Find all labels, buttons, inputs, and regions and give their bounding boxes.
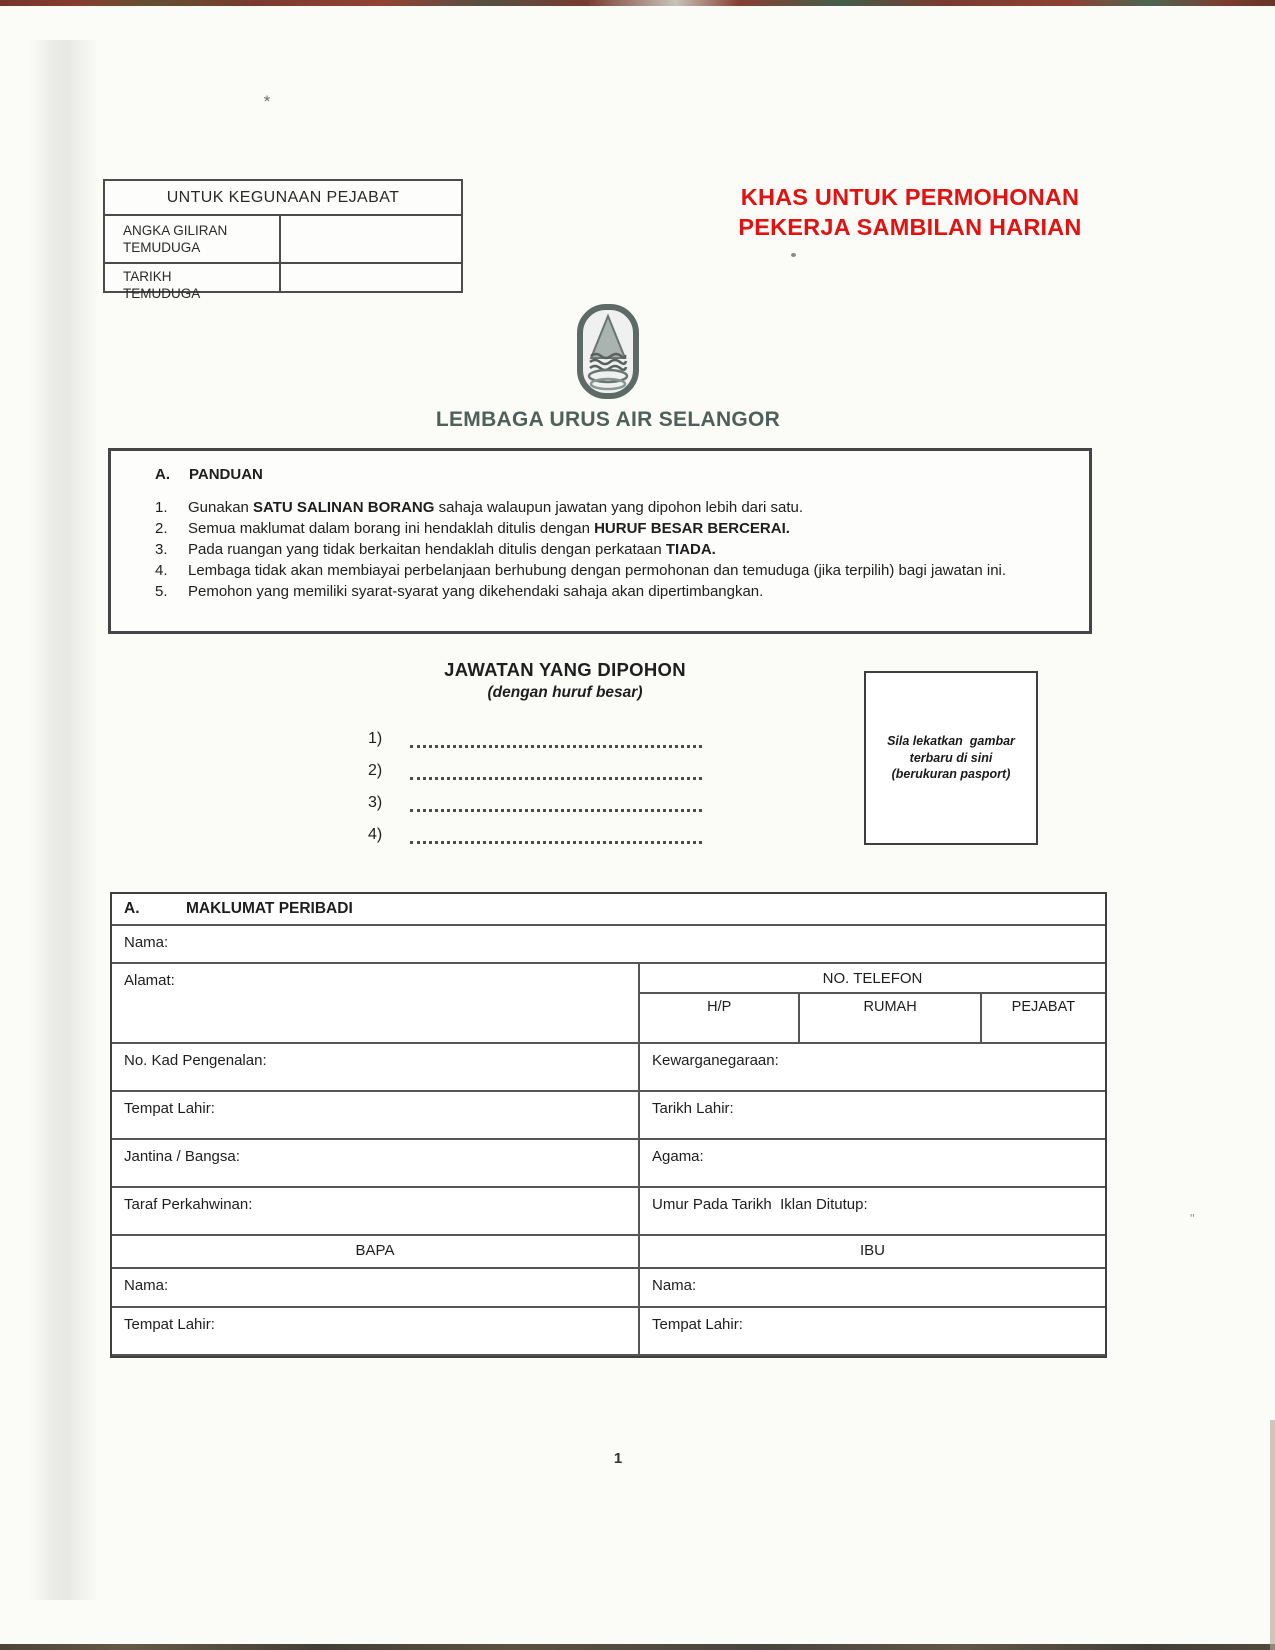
- guideline-item: [111, 518, 1089, 539]
- table-section-letter: A.: [124, 900, 140, 917]
- guideline-text-segment: Gunakan: [188, 499, 254, 516]
- office-use-title: UNTUK KEGUNAAN PEJABAT: [105, 181, 461, 216]
- scan-edge-right: [1270, 1420, 1275, 1650]
- field-label-left: Taraf Perkahwinan:: [112, 1188, 640, 1234]
- table-row-nama: [112, 926, 1105, 964]
- guideline-text-segment: Semua maklumat dalam borang ini hendaklah ditulis dengan: [188, 520, 595, 537]
- passport-photo-box: [864, 671, 1038, 845]
- table-row: [112, 1140, 1105, 1188]
- guideline-text: [188, 560, 1050, 581]
- column-header-bapa: BAPA: [112, 1236, 640, 1267]
- guideline-item: [111, 497, 1089, 518]
- table-row-alamat-telefon: [112, 964, 1105, 1044]
- field-label-left: No. Kad Pengenalan:: [112, 1044, 640, 1090]
- guideline-text: [188, 518, 1050, 539]
- phone-column-hp: H/P: [640, 994, 800, 1042]
- field-label-right: Kewarganegaraan:: [652, 1052, 779, 1069]
- guidelines-section-title: PANDUAN: [189, 466, 263, 483]
- office-use-row: [105, 264, 461, 301]
- phone-subtable: [640, 964, 1105, 1042]
- guideline-item: [111, 539, 1089, 560]
- organization-name: LEMBAGA URUS AIR SELANGOR: [435, 408, 781, 431]
- guideline-text: [188, 497, 1050, 518]
- field-label-right: Nama:: [652, 1277, 697, 1294]
- dotted-answer-line: [410, 819, 702, 844]
- guideline-item: [111, 560, 1089, 581]
- photo-instruction-line: (berukuran pasport): [891, 767, 1011, 782]
- position-lines: [368, 716, 702, 844]
- position-line: [368, 780, 702, 812]
- position-line-number: 4): [368, 826, 383, 843]
- phone-header: NO. TELEFON: [640, 964, 1105, 994]
- position-line-number: 3): [368, 794, 383, 811]
- guideline-text-segment: Pemohon yang memiliki syarat-syarat yang dikehendaki sahaja akan dipertimbangkan.: [188, 583, 764, 600]
- phone-column-pejabat: PEJABAT: [1011, 999, 1076, 1015]
- dotted-answer-line: [410, 787, 702, 812]
- table-row: [112, 1188, 1105, 1236]
- field-label-left: Nama:: [112, 1269, 640, 1306]
- table-section-header: [112, 894, 1105, 926]
- field-label-right: Tarikh Lahir:: [652, 1100, 734, 1117]
- dotted-answer-line: [410, 723, 702, 748]
- field-label-nama: Nama:: [124, 934, 169, 951]
- guideline-number: 5.: [155, 583, 168, 600]
- phone-column-rumah: RUMAH: [800, 994, 981, 1042]
- position-section-subtitle: (dengan huruf besar): [487, 684, 643, 701]
- position-line-number: 1): [368, 730, 383, 747]
- field-label-left: Tempat Lahir:: [112, 1092, 640, 1138]
- office-use-row-label: ANGKA GILIRAN TEMUDUGA: [105, 216, 281, 262]
- guideline-text: [188, 539, 1050, 560]
- office-use-row-label: TARIKH TEMUDUGA: [105, 264, 281, 291]
- guidelines-box: [108, 448, 1092, 634]
- guideline-number: 4.: [155, 562, 168, 579]
- table-row: [112, 1092, 1105, 1140]
- guideline-text-segment: Pada ruangan yang tidak berkaitan hendaklah ditulis dengan perkataan: [188, 541, 666, 558]
- office-use-row-value: [281, 216, 461, 262]
- office-use-row: [105, 216, 461, 264]
- guideline-item: [111, 581, 1089, 602]
- scan-shadow-left: [28, 40, 98, 1600]
- position-line-number: 2): [368, 762, 383, 779]
- notice-line: KHAS UNTUK PERMOHONAN: [740, 184, 1080, 210]
- personal-info-table: [110, 892, 1107, 1358]
- notice-line: PEKERJA SAMBILAN HARIAN: [738, 214, 1082, 240]
- guideline-number: 2.: [155, 520, 168, 537]
- position-line: [368, 748, 702, 780]
- table-row: [112, 1044, 1105, 1092]
- guideline-number: 3.: [155, 541, 168, 558]
- photo-instruction-line: terbaru di sini: [909, 750, 993, 765]
- guideline-text-segment: Lembaga tidak akan membiayai perbelanjaan berhubung dengan permohonan dan temuduga (jika terpilih) bagi jawatan ini.: [188, 562, 1007, 579]
- office-use-row-value: [281, 264, 461, 291]
- guideline-text-segment: HURUF BESAR BERCERAI.: [594, 520, 790, 537]
- dotted-answer-line: [410, 755, 702, 780]
- guideline-text: [188, 581, 1050, 602]
- ink-speck-small: ": [1190, 1211, 1197, 1226]
- ink-speck: [791, 253, 796, 257]
- page-number: 1: [613, 1450, 623, 1467]
- field-label-right: Tempat Lahir:: [652, 1316, 743, 1333]
- luas-water-drop-logo-icon: [576, 303, 640, 400]
- guideline-number: 1.: [155, 499, 168, 516]
- guideline-text-segment: sahaja walaupun jawatan yang dipohon lebih dari satu.: [434, 499, 804, 516]
- guideline-text-segment: TIADA.: [665, 541, 716, 558]
- field-label-alamat: Alamat:: [112, 964, 640, 1042]
- field-label-left: Tempat Lahir:: [112, 1308, 640, 1354]
- photo-instruction-line: Sila lekatkan gambar: [887, 734, 1015, 749]
- guidelines-heading: [155, 466, 1089, 483]
- position-section-title: JAWATAN YANG DIPOHON: [444, 659, 686, 680]
- table-section-title: MAKLUMAT PERIBADI: [186, 900, 353, 917]
- position-line: [368, 716, 702, 748]
- guideline-text-segment: SATU SALINAN BORANG: [253, 499, 435, 516]
- scan-edge-bottom: [0, 1644, 1275, 1650]
- table-row-parent-headers: [112, 1236, 1105, 1269]
- position-line: [368, 812, 702, 844]
- scan-edge-top: [0, 0, 1275, 6]
- office-use-box: [103, 179, 463, 301]
- field-label-right: Umur Pada Tarikh Iklan Ditutup:: [652, 1196, 868, 1213]
- table-row-parent: [112, 1269, 1105, 1308]
- guidelines-section-letter: A.: [155, 466, 170, 483]
- special-application-notice: [690, 182, 1130, 242]
- table-row-parent: [112, 1308, 1105, 1356]
- field-label-right: Agama:: [652, 1148, 704, 1165]
- field-label-left: Jantina / Bangsa:: [112, 1140, 640, 1186]
- pen-mark-asterisk: *: [263, 92, 270, 111]
- column-header-ibu: IBU: [859, 1242, 885, 1259]
